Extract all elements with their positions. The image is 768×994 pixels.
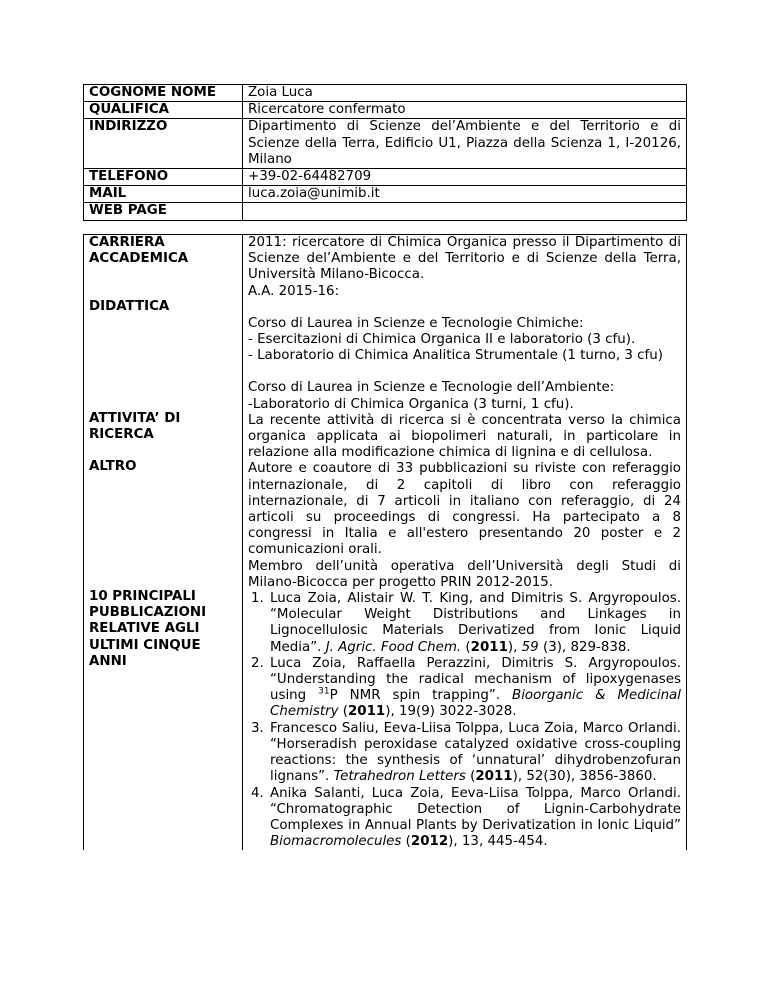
row-qualifica [84, 102, 687, 119]
pub-year: 2011 [347, 704, 386, 720]
value-mail[interactable]: luca.zoia@unimib.it [243, 186, 687, 203]
label-telefono: TELEFONO [84, 169, 243, 186]
value-telefono: +39-02-64482709 [243, 169, 687, 186]
publication-item: 1. Luca Zoia, Alistair W. T. King, and Dimitris S. Argyropoulos. “Molecular Weight Distributions and Linkages in Lignocellulosic Materials Derivatized from Ionic Liquid Media”. J. Agric. Food Chem. (2011), 59 (3), 829-838. [251, 591, 681, 655]
value-qualifica: Ricercatore confermato [243, 102, 687, 119]
altro-text-1: Autore e coautore di 33 pubblicazioni su riviste con referaggio internazionale, di 2 capitoli di libro con referaggio internazionale, di 7 articoli in italiano con referaggio, di 24 articoli su proceedings di congressi. Ha partecipato a 8 congressi in Italia e all'estero presentando 20 poster e 2 comunicazioni orali. [248, 461, 681, 558]
pub-authors: Francesco Saliu, Eeva-Liisa Tolppa, Luca Zoia, Marco Orlandi. [270, 720, 681, 736]
pub-rest: , 13, 445-454. [453, 834, 548, 850]
didattica-course-1-item-1: - Esercitazioni di Chimica Organica II e laboratorio (3 cfu). [248, 332, 636, 348]
label-web: WEB PAGE [84, 203, 243, 220]
pub-authors: Anika Salanti, Luca Zoia, Eeva-Liisa Tolppa, Marco Orlandi. [270, 785, 681, 801]
pub-journal: Tetrahedron Letters [333, 769, 466, 785]
value-indirizzo: Dipartimento di Scienze del’Ambiente e del Territorio e di Scienze della Terra, Edificio U1, Piazza della Scienza 1, I-20126, Milano [243, 119, 687, 169]
didattica-course-2: Corso di Laurea in Scienze e Tecnologie dell’Ambiente: [248, 380, 615, 396]
pub-journal: J. Agric. Food Chem. [325, 639, 462, 655]
label-mail: MAIL [84, 186, 243, 203]
value-web [243, 203, 687, 220]
pub-rest: (3), 829-838. [542, 639, 631, 655]
altro-text-2: Membro dell’unità operativa dell’Università degli Studi di Milano-Bicocca per progetto PRIN 2012-2015. [248, 558, 681, 590]
pub-rest: , 19(9) 3022-3028. [390, 704, 517, 720]
career-labels-column [84, 235, 243, 851]
label-altro: ALTRO [89, 459, 137, 474]
pub-journal: Biomacromolecules [270, 834, 402, 850]
pub-rest: , 52(30), 3856-3860. [517, 769, 657, 785]
carriera-text: 2011: ricercatore di Chimica Organica presso il Dipartimento di Scienze del’Ambiente e del Territorio e di Scienze della Terra, Università Milano-Bicocca. [248, 235, 681, 283]
row-telefono [84, 169, 687, 186]
row-mail [84, 186, 687, 203]
pub-year: 2012 [410, 834, 449, 850]
row-indirizzo [84, 119, 687, 169]
pub-volume: 59 [521, 639, 539, 655]
label-carriera: CARRIERA ACCADEMICA [89, 235, 189, 267]
label-cognome: COGNOME NOME [84, 85, 243, 102]
personal-info-table [83, 84, 687, 221]
label-indirizzo: INDIRIZZO [84, 119, 243, 169]
pub-title: “Molecular Weight Distributions and Linkages in Lignocellulosic Materials Derivatized from Ionic Liquid Media”. [270, 607, 681, 655]
row-cognome [84, 85, 687, 102]
label-pubblicazioni: 10 PRINCIPALI PUBBLICAZIONI RELATIVE AGLI ULTIMI CINQUE ANNI [89, 589, 207, 669]
label-ricerca: ATTIVITA’ DI RICERCA [89, 411, 181, 443]
didattica-course-1-item-2: - Laboratorio di Chimica Analitica Strumentale (1 turno, 3 cfu) [248, 348, 663, 364]
didattica-year: A.A. 2015-16: [248, 283, 340, 299]
row-web [84, 203, 687, 220]
career-row [84, 235, 687, 851]
publication-item: 2. Luca Zoia, Raffaella Perazzini, Dimitris S. Argyropoulos. “Understanding the radical mechanism of lipoxygenases using $^{31}$P NMR spin trapping”. Bioorganic & Medicinal Chemistry (2011), 19(9) 3022-3028. [251, 655, 681, 720]
ricerca-text: La recente attività di ricerca si è concentrata verso la chimica organica applicata ai biopolimeri naturali, in particolare in relazione alla modificazione chimica di lignina e di cellulosa. [248, 412, 681, 461]
career-values-column [243, 235, 687, 851]
didattica-course-1: Corso di Laurea in Scienze e Tecnologie Chimiche: [248, 315, 584, 331]
pub-authors: Luca Zoia, Alistair W. T. King, and Dimitris S. Argyropoulos. [270, 591, 681, 607]
value-cognome: Zoia Luca [243, 85, 687, 102]
pub-journal: Bioorganic & Medicinal Chemistry [270, 688, 681, 720]
publications-list [248, 591, 681, 850]
pub-title: “Understanding the radical mechanism of lipoxygenases using $^{31}$P NMR spin trapping”. [270, 672, 681, 704]
label-didattica: DIDATTICA [89, 299, 170, 314]
pub-year: 2011 [475, 769, 513, 785]
pub-title: “Horseradish peroxidase catalyzed oxidative cross-coupling reactions: the synthesis of ‘unnatural’ dihydrobenzofuran lignans”. [270, 736, 681, 785]
pub-authors: Luca Zoia, Raffaella Perazzini, Dimitris S. Argyropoulos. [270, 655, 681, 671]
publication-item: 4. Anika Salanti, Luca Zoia, Eeva-Liisa Tolppa, Marco Orlandi. “Chromatographic Detection of Lignin-Carbohydrate Complexes in Annual Plants by Derivatization in Ionic Liquid” Biomacromolecules (2012), 13, 445-454. [251, 785, 681, 850]
publication-item: 3. Francesco Saliu, Eeva-Liisa Tolppa, Luca Zoia, Marco Orlandi. “Horseradish peroxidase catalyzed oxidative cross-coupling reactions: the synthesis of ‘unnatural’ dihydrobenzofuran lignans”. Tetrahedron Letters (2011), 52(30), 3856-3860. [251, 720, 681, 785]
didattica-course-2-item-1: -Laboratorio di Chimica Organica (3 turni, 1 cfu). [248, 396, 574, 412]
pub-title: “Chromatographic Detection of Lignin-Carbohydrate Complexes in Annual Plants by Derivatization in Ionic Liquid” [270, 801, 681, 833]
label-qualifica: QUALIFICA [84, 102, 243, 119]
pub-year: 2011 [470, 639, 508, 655]
career-table [83, 234, 687, 850]
